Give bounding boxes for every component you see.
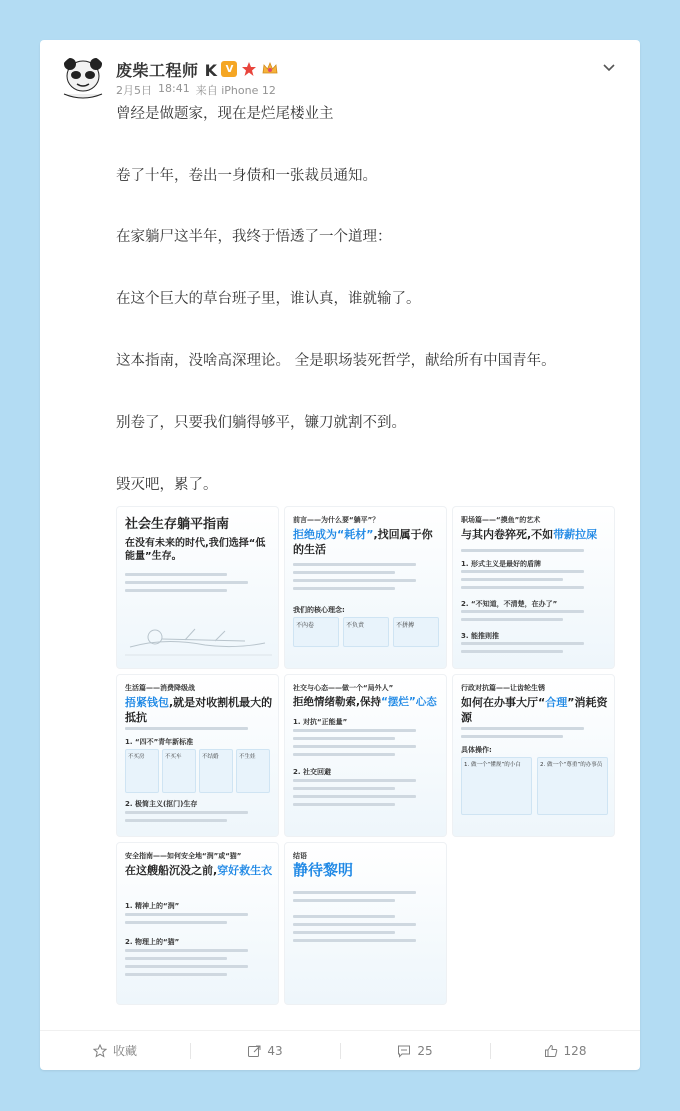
image-box-label: 不买房 (128, 754, 145, 760)
image-box-label: 不內卷 (296, 622, 315, 629)
image-item: 2. 物理上的“猫” (125, 938, 180, 946)
image-title: ,找回属于你的生活 (293, 528, 433, 556)
repost-count: 43 (267, 1043, 283, 1058)
post-meta (116, 82, 276, 98)
image-box-label: 不生娃 (239, 754, 256, 760)
image-item: 2. 社交回避 (293, 768, 331, 776)
image-section: 具体操作: (461, 746, 492, 754)
post-paragraph: 在这个巨大的草台班子里，谁认真，谁就输了。 (116, 291, 421, 307)
image-thumbnail-8[interactable] (284, 842, 447, 1005)
favorite-button[interactable] (40, 1031, 190, 1070)
post-paragraph: 这本指南，没啥高深理论。 全是职场装死哲学，献给所有中国青年。 (116, 353, 556, 369)
image-box-label: 不负责 (346, 622, 365, 629)
post-paragraph: 别卷了，只要我们躺得够平，镰刀就割不到。 (116, 415, 406, 431)
image-subtitle: 在没有未来的时代,我们选择“低能量”生存。 (125, 538, 266, 562)
panda-meme-avatar-icon (58, 54, 108, 104)
image-title: 社会生存躺平指南 (125, 517, 230, 532)
thumbs-up-icon (544, 1044, 558, 1058)
post-time[interactable]: 18:41 (158, 82, 190, 95)
image-box-label: 不结婚 (202, 754, 219, 760)
image-title-highlight: 拒绝成为“耗材” (293, 528, 374, 541)
image-item: 1. 精神上的“润” (125, 902, 180, 910)
weibo-post-card (40, 40, 640, 1070)
image-title-highlight: 捂紧钱包 (125, 696, 169, 709)
image-title: ,就是对收割机最大的抵抗 (125, 696, 273, 724)
post-source-prefix: 来自 (195, 84, 218, 97)
image-thumbnail-3[interactable] (452, 506, 615, 669)
image-box-label: 不买车 (165, 754, 182, 760)
repost-icon (247, 1044, 261, 1058)
image-header: 安全指南——如何安全地“润”或“猫” (125, 852, 242, 860)
post-actions-bar (40, 1030, 640, 1070)
image-header: 行政对抗篇——让齿轮生锈 (461, 684, 545, 692)
image-title: 在这艘船沉没之前, (125, 864, 218, 877)
star-outline-icon (93, 1044, 107, 1058)
author-avatar[interactable] (58, 54, 108, 104)
image-item: 1. 形式主义是最好的盾牌 (461, 560, 541, 568)
image-thumbnail-1[interactable] (116, 506, 279, 669)
image-section: 我们的核心理念: (293, 606, 345, 614)
image-thumbnail-2[interactable] (284, 506, 447, 669)
image-title: 与其内卷猝死,不如 (461, 528, 554, 541)
image-item: 1. 对抗“正能量” (293, 718, 348, 726)
image-header: 社交与心态——做一个“局外人” (293, 684, 394, 692)
image-box-label: 1. 做一个“懂规”的小白 (464, 762, 521, 768)
image-box-label: 不拼搏 (396, 622, 415, 629)
repost-button[interactable] (190, 1031, 340, 1070)
lying-person-sketch-icon (125, 607, 272, 662)
image-title-highlight: “摆烂”心态 (381, 696, 437, 708)
post-source: iPhone 12 (221, 84, 276, 97)
comment-button[interactable] (340, 1031, 490, 1070)
post-date[interactable]: 2月5日 (116, 84, 152, 97)
comment-count: 25 (417, 1043, 433, 1058)
image-item: 3. 能推则推 (461, 632, 499, 640)
image-thumbnail-5[interactable] (284, 674, 447, 837)
image-thumbnail-7[interactable] (116, 842, 279, 1005)
comment-icon (397, 1044, 411, 1058)
post-paragraph: 卷了十年，卷出一身债和一张裁员通知。 (116, 168, 377, 184)
image-title: ”消耗资源 (461, 696, 608, 724)
author-row (116, 57, 279, 81)
like-button[interactable] (490, 1031, 640, 1070)
post-paragraph: 在家躺尸这半年，我终于悟透了一个道理： (116, 229, 392, 245)
image-thumbnail-4[interactable] (116, 674, 279, 837)
image-title: 如何在办事大厅“ (461, 696, 546, 709)
author-name[interactable]: 废柴工程师 K (116, 60, 218, 80)
image-header: 生活篇——消费降级战 (125, 684, 195, 692)
image-header: 职场篇——“摸鱼”的艺术 (461, 516, 541, 524)
image-box-label: 2. 做一个“尊重”的办事员 (540, 762, 603, 768)
crown-badge-icon[interactable] (261, 61, 279, 77)
image-section: 1. “四不”青年新标准 (125, 738, 194, 746)
vip-badge-icon[interactable]: V (221, 61, 237, 77)
post-paragraph: 毁灭吧，累了。 (116, 477, 218, 493)
image-title-highlight: 静待黎明 (293, 861, 354, 879)
image-title: 拒绝情绪勒索,保持 (293, 696, 381, 708)
image-item: 2. “不知道，不清楚，在办了” (461, 600, 558, 608)
red-star-badge-icon[interactable] (241, 61, 257, 77)
post-paragraph: 曾经是做题家，现在是烂尾楼业主 (116, 106, 334, 122)
image-title-highlight: 穿好救生衣 (217, 864, 273, 877)
image-header: 结语 (293, 852, 307, 860)
image-section: 2. 极简主义(抠门)生存 (125, 800, 198, 808)
like-count: 128 (563, 1043, 587, 1058)
favorite-label: 收藏 (112, 1044, 137, 1058)
image-thumbnail-6[interactable] (452, 674, 615, 837)
image-header: 前言——为什么要“躺平”？ (293, 516, 380, 524)
image-title-highlight: 带薪拉屎 (553, 528, 598, 541)
image-title-highlight: 合理 (545, 696, 568, 709)
chevron-down-icon[interactable] (602, 60, 616, 74)
